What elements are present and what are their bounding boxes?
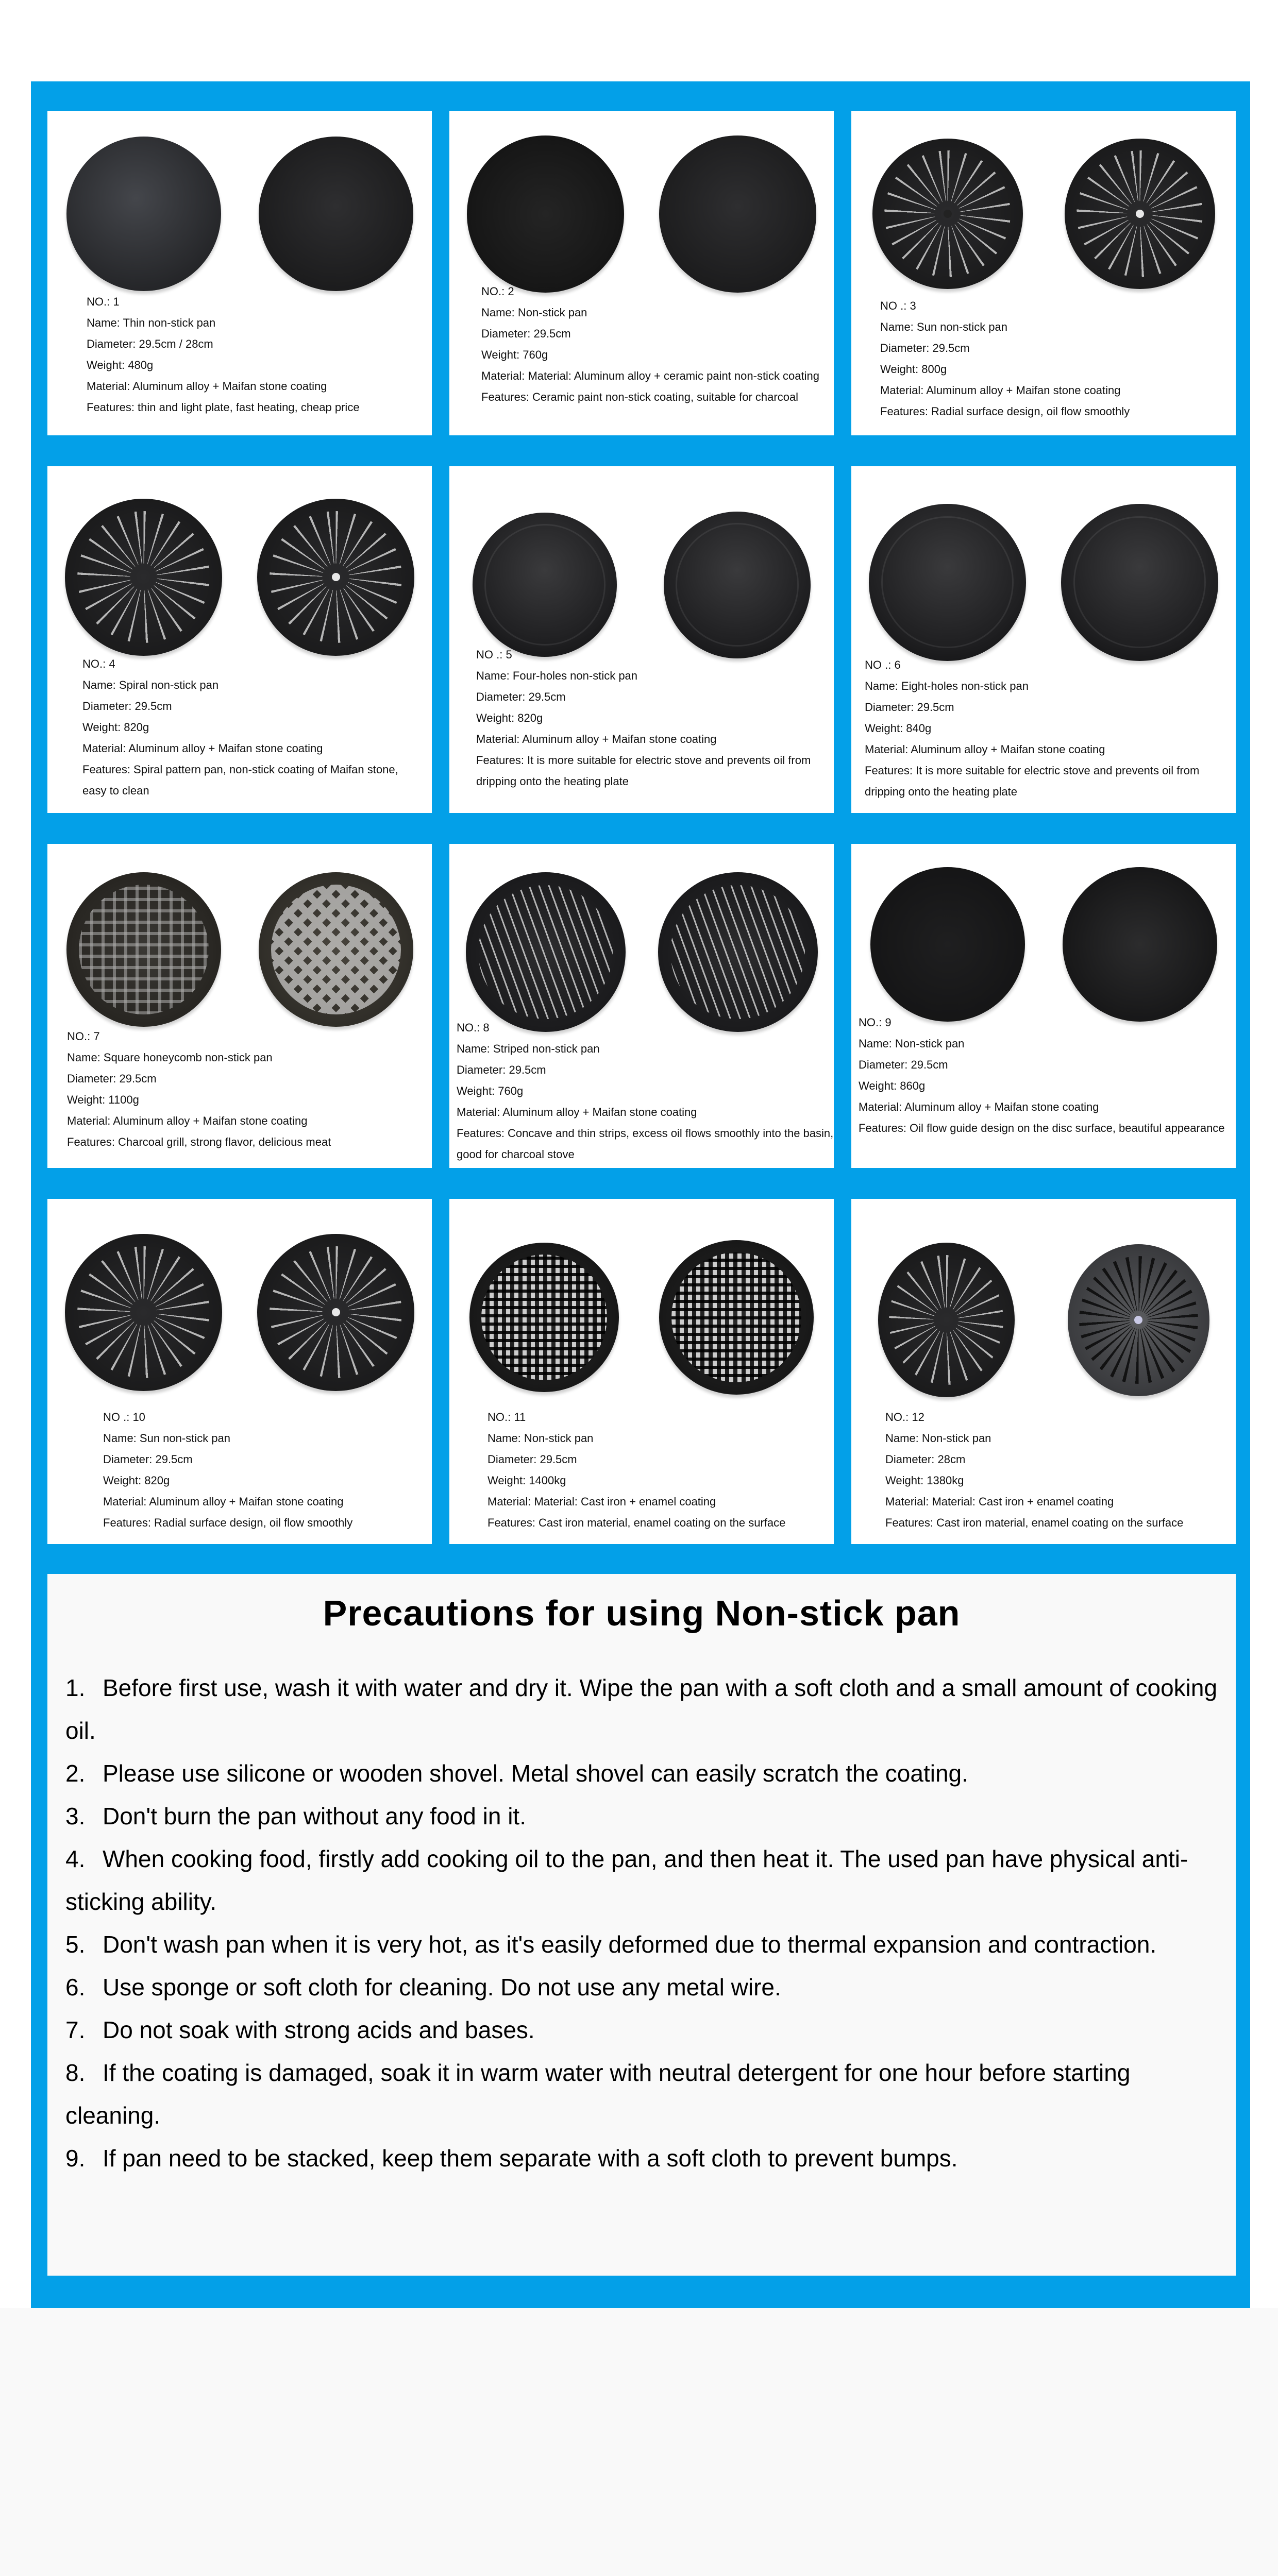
product-name: Name: Spiral non-stick pan [82, 679, 219, 691]
pan-sun-radial-icon [257, 1234, 414, 1391]
product-name: Name: Non-stick pan [481, 306, 587, 319]
product-card-3 [851, 111, 1236, 435]
precautions-panel [47, 1574, 1236, 2276]
product-diameter: Diameter: 29.5cm [103, 1453, 193, 1466]
product-weight: Weight: 1400kg [487, 1474, 566, 1487]
product-name: Name: Four-holes non-stick pan [476, 669, 638, 682]
precaution-number: 1. [65, 1674, 86, 1701]
product-material: Material: Material: Aluminum alloy + ceramic paint non-stick coating [481, 369, 819, 382]
product-material: Material: Aluminum alloy + Maifan stone coating [457, 1106, 697, 1118]
product-diameter: Diameter: 29.5cm [865, 701, 954, 714]
product-weight: Weight: 840g [865, 722, 932, 735]
product-diameter: Diameter: 29.5cm [487, 1453, 577, 1466]
product-name: Name: Striped non-stick pan [457, 1042, 600, 1055]
pan-sun-radial-icon [1065, 139, 1215, 289]
product-material: Material: Aluminum alloy + Maifan stone coating [859, 1100, 1099, 1113]
product-number: NO.: 11 [487, 1411, 526, 1423]
product-card-1 [47, 111, 432, 435]
pan-honeycomb-icon [66, 872, 221, 1027]
pan-spiral-icon [65, 499, 222, 656]
product-card-6 [851, 466, 1236, 813]
product-name: Name: Sun non-stick pan [103, 1432, 231, 1445]
product-material: Material: Material: Cast iron + enamel coating [885, 1495, 1114, 1508]
product-features: Features: Cast iron material, enamel coating on the surface [487, 1516, 786, 1529]
product-diameter: Diameter: 29.5cm [67, 1072, 157, 1085]
product-number: NO .: 3 [880, 299, 916, 312]
product-material: Material: Aluminum alloy + Maifan stone coating [103, 1495, 344, 1508]
precaution-item [65, 1667, 1225, 1752]
pan-plain-underside-icon [664, 512, 811, 658]
product-card-7 [47, 844, 432, 1168]
precaution-item [65, 1923, 1225, 1966]
pan-plain-underside-icon [1061, 504, 1218, 661]
product-weight: Weight: 860g [859, 1079, 926, 1092]
product-material: Material: Aluminum alloy + Maifan stone coating [880, 384, 1121, 397]
product-material: Material: Aluminum alloy + Maifan stone coating [67, 1114, 308, 1127]
pan-slotted-icon [66, 137, 221, 291]
product-diameter: Diameter: 28cm [885, 1453, 966, 1466]
precaution-text: If the coating is damaged, soak it in warm water with neutral detergent for one hour before starting cleaning. [65, 2059, 1131, 2129]
precaution-number: 5. [65, 1931, 86, 1958]
product-name: Name: Square honeycomb non-stick pan [67, 1051, 273, 1064]
product-features: Features: Oil flow guide design on the disc surface, beautiful appearance [859, 1122, 1225, 1134]
product-card-2 [449, 111, 834, 435]
product-weight: Weight: 1100g [67, 1093, 139, 1106]
product-features: Features: It is more suitable for electric stove and prevents oil from dripping onto the heating plate [476, 754, 811, 788]
precaution-item [65, 1795, 1225, 1838]
product-number: NO .: 5 [476, 648, 512, 661]
precautions-title: Precautions for using Non-stick pan [323, 1593, 961, 1633]
precaution-item [65, 2052, 1225, 2137]
product-weight: Weight: 760g [457, 1084, 524, 1097]
precaution-item [65, 1838, 1225, 1923]
product-number: NO .: 10 [103, 1411, 145, 1423]
product-diameter: Diameter: 29.5cm / 28cm [87, 337, 213, 350]
product-weight: Weight: 820g [82, 721, 149, 734]
pan-sun-radial-icon [65, 1234, 222, 1391]
pan-striped-icon [466, 872, 626, 1032]
product-name: Name: Eight-holes non-stick pan [865, 680, 1029, 692]
product-diameter: Diameter: 29.5cm [82, 700, 172, 713]
product-number: NO .: 6 [865, 658, 901, 671]
product-material: Material: Aluminum alloy + Maifan stone coating [82, 742, 323, 755]
product-features: Features: thin and light plate, fast heating, cheap price [87, 401, 360, 414]
product-diameter: Diameter: 29.5cm [457, 1063, 546, 1076]
product-card-8 [449, 844, 834, 1168]
product-name: Name: Thin non-stick pan [87, 316, 216, 329]
precaution-text: Don't wash pan when it is very hot, as it's easily deformed due to thermal expansion and contraction. [103, 1931, 1157, 1958]
product-material: Material: Aluminum alloy + Maifan stone coating [865, 743, 1105, 756]
product-weight: Weight: 820g [476, 711, 543, 724]
product-features: Features: Radial surface design, oil flow smoothly [103, 1516, 353, 1529]
product-features: Features: Spiral pattern pan, non-stick coating of Maifan stone, easy to clean [82, 763, 398, 797]
pan-four-holes-icon [473, 513, 617, 657]
product-material: Material: Aluminum alloy + Maifan stone coating [87, 380, 327, 393]
product-diameter: Diameter: 29.5cm [880, 342, 970, 354]
precaution-number: 4. [65, 1845, 86, 1872]
precaution-text: When cooking food, firstly add cooking oil to the pan, and then heat it. The used pan have physical anti-sticking ability. [65, 1845, 1188, 1915]
product-material: Material: Aluminum alloy + Maifan stone coating [476, 733, 717, 745]
product-diameter: Diameter: 29.5cm [481, 327, 571, 340]
product-card-4 [47, 466, 432, 813]
precaution-number: 2. [65, 1760, 86, 1787]
product-features: Features: It is more suitable for electric stove and prevents oil from dripping onto the heating plate [865, 764, 1200, 798]
precaution-text: If pan need to be stacked, keep them separate with a soft cloth to prevent bumps. [103, 2145, 958, 2172]
product-material: Material: Material: Cast iron + enamel coating [487, 1495, 716, 1508]
product-diameter: Diameter: 29.5cm [476, 690, 566, 703]
product-card-10 [47, 1199, 432, 1544]
precaution-number: 7. [65, 2016, 86, 2043]
precaution-text: Don't burn the pan without any food in it. [103, 1803, 526, 1829]
precaution-text: Before first use, wash it with water and dry it. Wipe the pan with a soft cloth and a small amount of cooking oil. [65, 1674, 1218, 1744]
precaution-item [65, 2009, 1225, 2052]
product-weight: Weight: 760g [481, 348, 548, 361]
pan-underside-icon [259, 137, 413, 291]
pan-striped-icon [658, 872, 818, 1032]
product-card-9 [851, 844, 1236, 1168]
product-number: NO.: 7 [67, 1030, 100, 1043]
precaution-item [65, 1752, 1225, 1795]
precaution-number: 9. [65, 2145, 86, 2172]
product-weight: Weight: 820g [103, 1474, 170, 1487]
product-name: Name: Non-stick pan [885, 1432, 991, 1445]
pan-honeycomb-grate-icon [259, 872, 413, 1027]
pan-spiral-icon [257, 499, 414, 656]
product-number: NO.: 2 [481, 285, 514, 298]
precaution-item [65, 1966, 1225, 2009]
pan-eight-holes-icon [869, 504, 1026, 661]
product-weight: Weight: 800g [880, 363, 947, 376]
product-features: Features: Concave and thin strips, excess oil flows smoothly into the basin, good for charcoal stove [457, 1127, 834, 1161]
pan-grid-icon [659, 1240, 814, 1395]
pan-sun-radial-icon [1068, 1244, 1209, 1396]
pan-slotted-icon [467, 135, 624, 293]
product-features: Features: Radial surface design, oil flow smoothly [880, 405, 1130, 418]
precautions-list [65, 1667, 1225, 2180]
pan-grid-icon [469, 1243, 619, 1392]
precaution-number: 6. [65, 1974, 86, 2001]
product-name: Name: Sun non-stick pan [880, 320, 1008, 333]
product-weight: Weight: 480g [87, 359, 154, 371]
product-features: Features: Cast iron material, enamel coating on the surface [885, 1516, 1184, 1529]
page-bottom-background [0, 2308, 1278, 2576]
product-features: Features: Charcoal grill, strong flavor, delicious meat [67, 1136, 331, 1148]
precaution-number: 3. [65, 1803, 86, 1829]
product-name: Name: Non-stick pan [487, 1432, 594, 1445]
product-number: NO.: 4 [82, 657, 115, 670]
product-card-11 [449, 1199, 834, 1544]
product-card-12 [851, 1199, 1236, 1544]
precaution-item [65, 2137, 1225, 2180]
pan-sun-radial-icon [878, 1243, 1015, 1397]
pan-underside-icon [659, 135, 816, 293]
product-number: NO.: 9 [859, 1016, 892, 1029]
precaution-text: Please use silicone or wooden shovel. Metal shovel can easily scratch the coating. [103, 1760, 968, 1787]
pan-slotted-icon [870, 867, 1025, 1022]
product-number: NO.: 8 [457, 1021, 490, 1034]
product-number: NO.: 1 [87, 295, 120, 308]
product-features: Features: Ceramic paint non-stick coating, suitable for charcoal [481, 391, 799, 403]
product-card-5 [449, 466, 834, 813]
product-diameter: Diameter: 29.5cm [859, 1058, 948, 1071]
pan-slotted-icon [1063, 867, 1217, 1022]
precaution-number: 8. [65, 2059, 86, 2086]
product-weight: Weight: 1380kg [885, 1474, 964, 1487]
precaution-text: Do not soak with strong acids and bases. [103, 2016, 535, 2043]
pan-sun-radial-icon [872, 139, 1023, 289]
product-name: Name: Non-stick pan [859, 1037, 965, 1050]
product-number: NO.: 12 [885, 1411, 924, 1423]
precaution-text: Use sponge or soft cloth for cleaning. Do not use any metal wire. [103, 1974, 781, 2001]
